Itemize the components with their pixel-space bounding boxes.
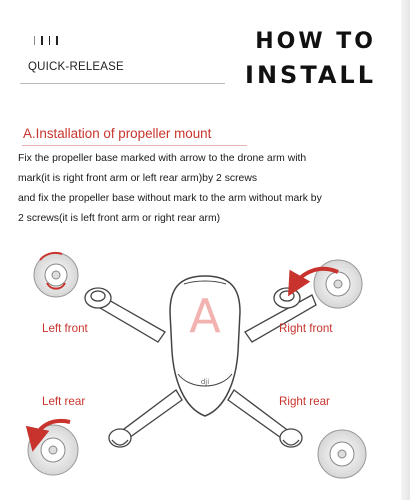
propeller-mount-bottom-left: [28, 425, 78, 475]
quick-release-subtitle: QUICK-RELEASE: [28, 61, 124, 73]
instruction-line-4: 2 screws(it is left front arm or right rear arm): [18, 213, 221, 224]
motor-right-rear: [280, 429, 302, 447]
title-install: INSTALL: [245, 61, 376, 89]
label-left-front: Left front: [42, 322, 88, 335]
section-underline: [22, 145, 247, 146]
instruction-line-3: and fix the propeller base without mark to the arm without mark by: [18, 193, 322, 204]
label-right-rear: Right rear: [279, 395, 330, 408]
label-left-rear: Left rear: [42, 395, 86, 408]
body-mark-letter: A: [189, 289, 221, 343]
propeller-mount-top-left: [34, 253, 78, 297]
header-divider: [20, 83, 225, 84]
page-edge: [401, 0, 410, 500]
decorative-ticks: [34, 36, 58, 45]
motor-right-front: [274, 288, 300, 308]
drone-diagram: [0, 250, 410, 500]
title-how-to: HOW TO: [255, 29, 376, 54]
instruction-line-1: Fix the propeller base marked with arrow to the drone arm with: [18, 153, 307, 164]
body-logo: dji: [200, 378, 210, 386]
section-title: A.Installation of propeller mount: [23, 126, 212, 141]
instruction-line-2: mark(it is right front arm or left rear arm)by 2 screws: [18, 173, 258, 184]
label-right-front: Right front: [279, 322, 333, 335]
motor-left-rear: [109, 429, 131, 447]
motor-left-front: [85, 288, 111, 308]
propeller-mount-bottom-right: [318, 430, 366, 478]
